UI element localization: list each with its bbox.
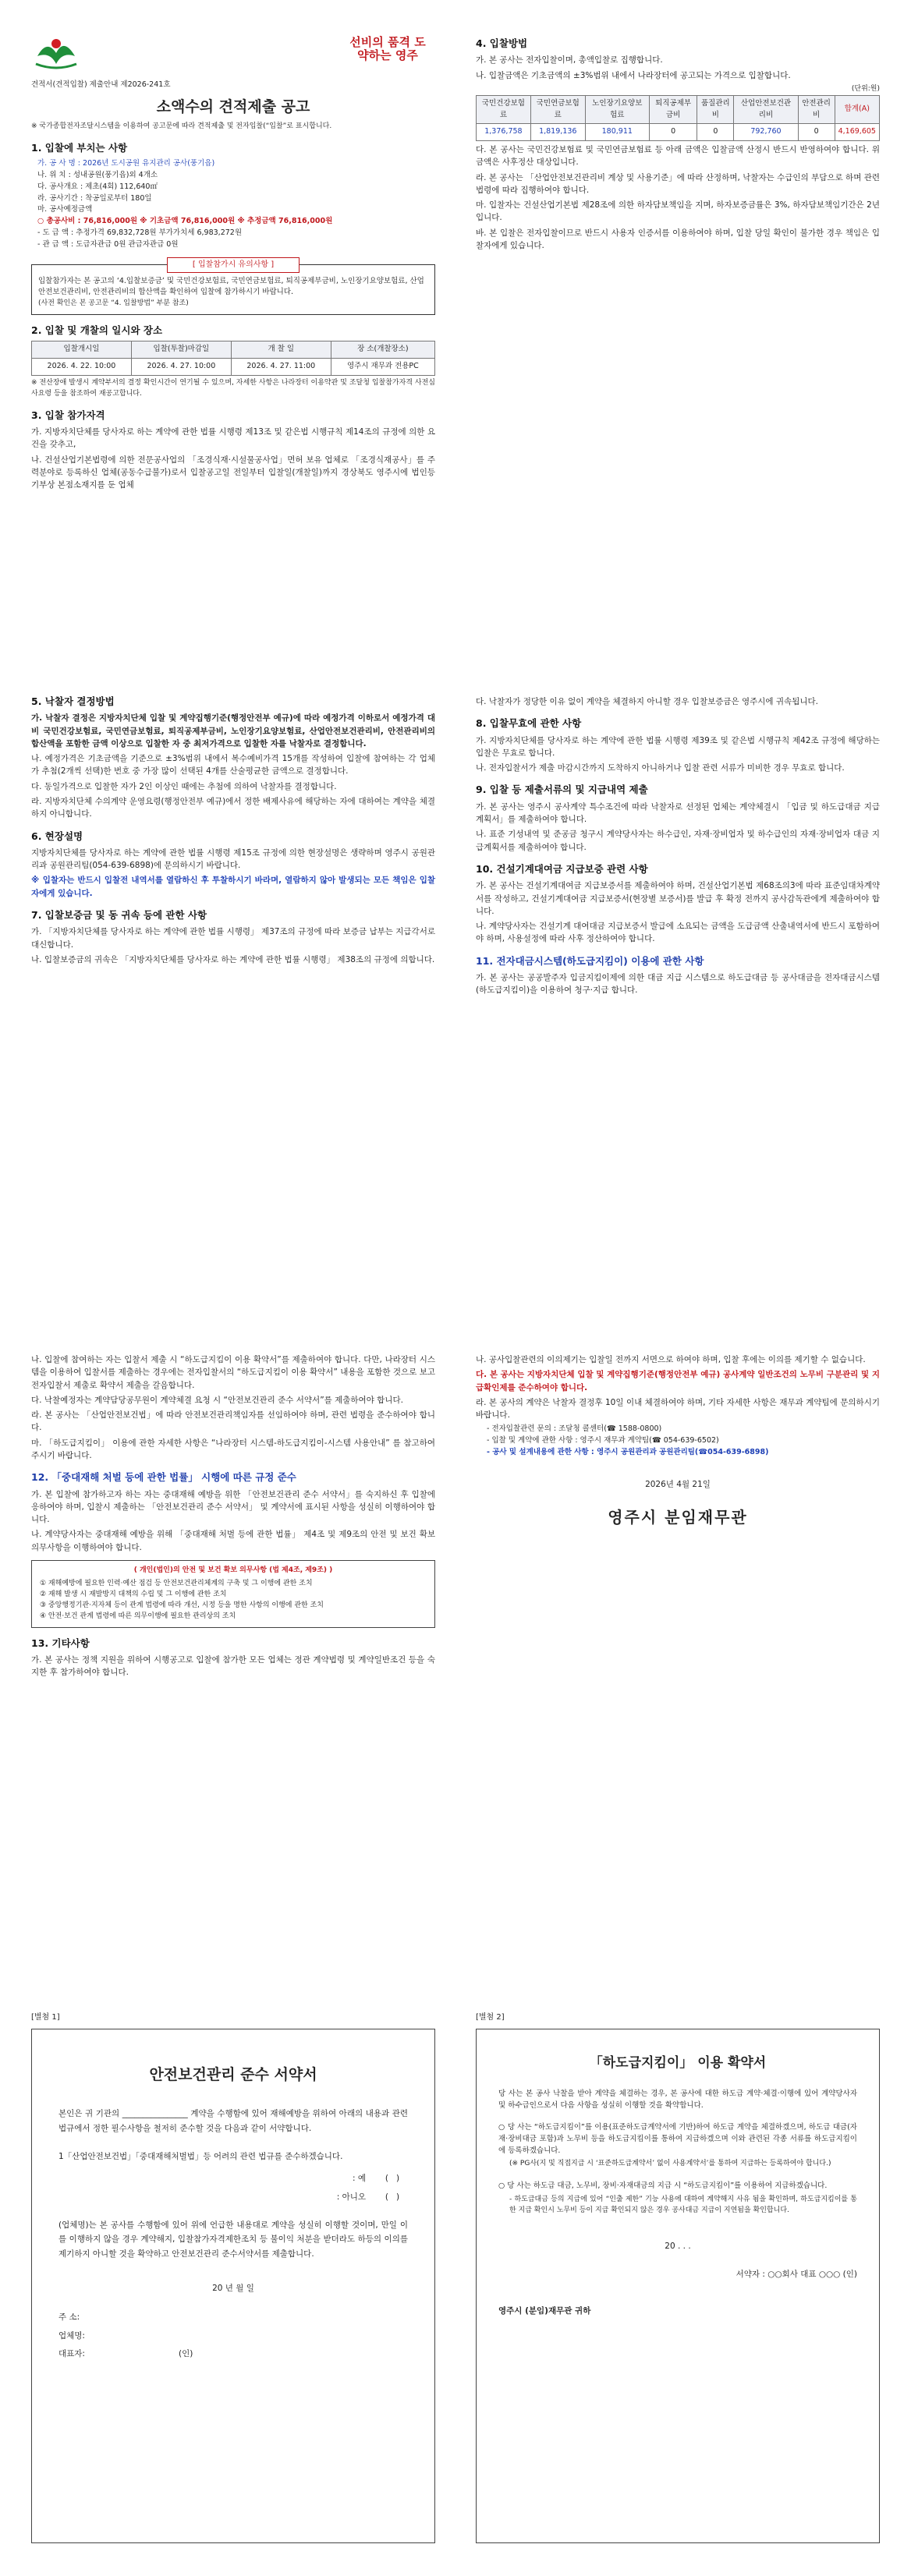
attachment-2-title: 「하도급지킴이」 이용 확약서 — [589, 2054, 767, 2071]
section-12-b: 나. 계약당사자는 중대재해 예방을 위해 「중대재해 처벌 등에 관한 법률」 제4조 및 제9조의 안전 및 보건 확보 의무사항을 이행하여야 합니다. — [31, 1530, 435, 1552]
contact-list — [476, 1424, 880, 1458]
cost-table — [476, 95, 880, 141]
attachment-2-note-2: - 하도급대금 등의 지급에 있어 “인출 제한” 기능 사용에 대하여 계약해지 사유 됨을 확인하며, 하도급지킴이를 통한 지급 확인시 노무비 등이 지급 확인되지 않은 경우 공사대금 지급이 지연됨을 확인합니다. — [509, 2196, 857, 2215]
notice-date: 2026년 4월 21일 — [645, 1480, 711, 1490]
attachment-1-title: 안전보건관리 준수 서약서 — [149, 2065, 317, 2083]
section-6-a: 지방자치단체를 당사자로 하는 계약에 관한 법률 시행령 제15조 규정에 의한 현장설명은 생략하며 영주시 공원관리과 공원관리팀(054-639-6898)에 문의하시기 바랍니다. — [31, 847, 435, 871]
list-item: ① 재해예방에 필요한 인력·예산 점검 등 안전보건관리체계의 구축 및 그 이행에 관한 조치 — [40, 1579, 313, 1587]
cost-col: 노인장기요양보험료 — [585, 95, 649, 123]
section-2-heading: 2. 입찰 및 개찰의 일시와 장소 — [31, 324, 163, 337]
cost-col: 합계(A) — [835, 95, 879, 123]
table-row — [32, 359, 435, 376]
section-12-heading: 12. 「중대재해 처벌 등에 관한 법률」 시행에 따른 규정 준수 — [31, 1471, 296, 1484]
attachment-2 — [465, 2012, 891, 2557]
section-11-e: 마. 「하도급지킴이」 이용에 관한 자세한 사항은 “나라장터 시스템-하도급지킴이-시스템 사용안내” 를 참고하여 주시기 바랍니다. — [31, 1438, 435, 1460]
section-8-heading: 8. 입찰무효에 관한 사항 — [476, 717, 582, 730]
attachment-2-note-1: (※ PG사(지 및 직접지급 시 ‘표준하도급계약서’ 없이 사용계약서’를 통하여 지급하는 등록하여야 합니다.) — [509, 2160, 831, 2168]
section-6-b: ※ 입찰자는 반드시 입찰전 내역서를 열람하신 후 투찰하시기 바라며, 열람하지 않아 발생되는 모든 책임은 입찰자에게 있습니다. — [31, 876, 435, 898]
notice-heading: [ 입찰참가시 유의사항 ] — [167, 257, 300, 273]
representative-label: 대표자: — [58, 2348, 85, 2358]
attachment-1 — [20, 2012, 446, 2557]
list-item: - 공사 및 설계내용에 관한 사항 : 영주시 공원관리과 공원관리팀(☎054-639-6898) — [487, 1447, 769, 1456]
section-4-d: 라. 본 공사는 「산업안전보건관리비 계상 및 사용기준」에 따라 산정하며, 낙찰자는 수급인의 부담으로 하며 관련 법령에 따라 집행하여야 합니다. — [476, 172, 880, 195]
warning-text: (업체명)는 본 공사를 수행함에 있어 위에 언급한 내용대로 계약을 성실히 이행할 것이며, 만일 이를 이행하지 않을 경우 계약해지, 입찰참가자격제한조치 등 불이익 처분을 받더라도 하등의 이의를 제기하지 아니할 것을 확약하고 안전보건관리 준수서약서를 제출합니다. — [58, 2220, 408, 2259]
section-7-c: 다. 낙찰자가 정당한 이유 없이 계약을 체결하지 아니할 경우 입찰보증금은 영주시에 귀속됩니다. — [476, 697, 818, 706]
attachment-1-question: 1「산업안전보건법」「중대재해처벌법」등 어려의 관련 법규를 준수하겠습니다. — [58, 2151, 343, 2161]
section-13-d: 라. 본 공사의 계약은 낙찰자 결정후 10일 이내 체결하여야 하며, 기타 자세한 사항은 재무과 계약팀에 문의하시기 바랍니다. — [476, 1397, 880, 1421]
schedule-col: 개 찰 일 — [231, 341, 331, 359]
attachment-2-label: [별첨 2] — [476, 2013, 505, 2022]
section-10-heading: 10. 건설기계대여금 지급보증 관련 사항 — [476, 862, 648, 875]
section-6-heading: 6. 현장설명 — [31, 830, 83, 842]
duty-box — [31, 1560, 435, 1628]
table-cell: 1,376,758 — [477, 124, 531, 141]
attachment-2-frame — [476, 2029, 880, 2543]
section-7-b: 나. 입찰보증금의 귀속은 「지방자치단체를 당사자로 하는 계약에 관한 법률 시행령」 제38조의 규정에 의합니다. — [31, 954, 435, 964]
section-5-a: 가. 낙찰자 결정은 지방자치단체 입찰 및 계약집행기준(행정안전부 예규)에 따라 예정가격 이하로서 예정가격 대비 국민건강보험료, 국민연금보험료, 퇴직공제부금비, 노인장기요양보험료, 산업안전보건관리비, 안전관리비의 합산액을 포함한 금액 이상으로 입찰한 자 중 최저가격으로 입찰한 자를 낙찰자로 결정합니다. — [31, 713, 435, 748]
cost-col: 산업안전보건관리비 — [734, 95, 798, 123]
list-item: ④ 안전·보건 관계 법령에 따른 의무이행에 필요한 관리상의 조치 — [40, 1612, 236, 1620]
section-9-a: 가. 본 공사는 영주시 공사계약 특수조건에 따라 낙찰자로 선정된 업체는 계약체결시 「입금 및 하도급대금 지급 계획서」를 제출하여야 합니다. — [476, 801, 880, 825]
table-cell: 0 — [798, 124, 835, 141]
table-cell: 2026. 4. 22. 10:00 — [32, 359, 132, 376]
project-overview: 다. 공사개요 : 제초(4회) 112,640㎡ — [37, 182, 158, 191]
attachment-1-yes-row — [58, 2172, 408, 2185]
section-4-heading: 4. 입찰방법 — [476, 37, 528, 49]
attachment-1-fields — [58, 2309, 408, 2362]
notice-tail: (사전 확인은 본 공고문 “4. 입찰방법” 부분 참조) — [38, 299, 189, 308]
section-11-heading: 11. 전자대금시스템(하도급지킴이) 이용에 관한 사항 — [476, 954, 704, 967]
section-1-body — [31, 158, 435, 250]
section-13-c: 다. 본 공사는 지방자치단체 입찰 및 계약집행기준(행정안전부 예규) 공사계약 일반조건의 노무비 구분관리 및 지급확인제를 준수하여야 합니다. — [476, 1370, 880, 1392]
no-label: : 아니오 — [336, 2192, 366, 2203]
cost-col: 국민연금보험료 — [530, 95, 585, 123]
section-8-a: 가. 지방자치단체를 당사자로 하는 계약에 관한 법률 시행령 제39조 및 같은법 시행규칙 제42조 규정에 해당하는 입찰은 무효로 합니다. — [476, 735, 880, 758]
section-3-heading: 3. 입찰 참가자격 — [31, 409, 105, 421]
page-1-right — [465, 28, 891, 683]
notice-body: 입찰참가자는 본 공고의 ‘4.입찰보증금’ 및 국민건강보험료, 국민연금보험료, 퇴직공제부금비, 노인장기요양보험료, 산업안전보건관리비, 안전관리비의 합산액을 확인하여 입찰에 참가하시기 바랍니다. — [38, 276, 424, 297]
schedule-col: 입찰개시일 — [32, 341, 132, 359]
list-item: ③ 중앙행정기관·지자체 등이 관계 법령에 따라 개선, 시정 등을 명한 사항의 이행에 관한 조치 — [40, 1601, 324, 1609]
list-item: - 전자입찰관련 문의 : 조달청 콜센터(☎ 1588-0800) — [487, 1424, 662, 1434]
no-checkbox[interactable]: ( ) — [385, 2192, 400, 2203]
section-10-a: 가. 본 공사는 건설기계대여금 지급보증서를 제출하여야 하며, 건설산업기본법 제68조의3에 따라 표준임대차계약서를 작성하고, 건설기계대여금 지급보증서(현장별 보증서)를 발급 후 확정 전까지 공사감독관에게 제출하여야 합니다. — [476, 881, 880, 916]
table-cell: 0 — [649, 124, 697, 141]
section-4-b: 나. 입찰금액은 기초금액의 ±3%범위 내에서 나라장터에 공고되는 가격으로 입찰합니다. — [476, 70, 791, 80]
section-13-a: 가. 본 공사는 정책 지원을 위하여 시행공고로 입찰에 참가한 모든 업체는 정관 계약법령 및 계약일반조건 등을 숙지한 후 참가하여야 합니다. — [31, 1654, 435, 1678]
section-9-b: 나. 표준 기성내역 및 준공금 청구시 계약당사자는 하수급인, 자재·장비업자 및 하수급인의 자재·장비업자 대금 지급계획서를 제출하여야 합니다. — [476, 830, 880, 852]
page-2-left — [20, 686, 446, 1310]
yes-label: : 예 — [352, 2173, 366, 2183]
page-3-right — [465, 1349, 891, 1973]
representative-field[interactable] — [58, 2345, 408, 2363]
project-budget-label: 마. 공사예정금액 — [37, 205, 93, 214]
table-cell: 2026. 4. 27. 11:00 — [231, 359, 331, 376]
signer-name: 영주시 분임재무관 — [608, 1507, 748, 1527]
budget-total: ○ 총공사비 : 76,816,000원 ※ 기초금액 76,816,000원 ※ 추정금액 76,816,000원 — [37, 217, 333, 226]
section-4-a: 가. 본 공사는 전자입찰이며, 총액입찰로 집행합니다. — [476, 55, 663, 65]
section-13-heading: 13. 기타사항 — [31, 1637, 90, 1649]
section-8-b: 나. 전자입찰서가 제출 마감시간까지 도착하지 아니하거나 입찰 관련 서류가 미비한 경우 무효로 합니다. — [476, 763, 845, 773]
section-12-a: 가. 본 입찰에 참가하고자 하는 자는 중대재해 예방을 위한 「안전보건관리 준수 서약서」를 숙지하신 후 입찰에 응하여야 하며, 입찰시 제출하는 「안전보건관리 준수 서약서」 및 계약서에 표시된 사항을 성실히 이행하여야 합니다. — [31, 1489, 435, 1525]
section-9-heading: 9. 입찰 등 제출서류의 및 지급내역 제출 — [476, 784, 648, 796]
section-3-a: 가. 지방자치단체를 당사자로 하는 계약에 관한 법률 시행령 제13조 및 같은법 시행규칙 제14조의 규정에 의한 요건을 갖추고, — [31, 427, 435, 450]
cost-table-unit: (단위:원) — [851, 84, 880, 93]
schedule-col: 장 소(개찰장소) — [331, 341, 434, 359]
section-4-e: 마. 입찰자는 건설산업기본법 제28조에 의한 하자담보책임을 지며, 하자보증금률은 3%, 하자담보책임기간은 2년입니다. — [476, 200, 880, 223]
duty-box-title: ( 개인(법인)의 안전 및 보건 확보 의무사항 (법 제4조, 제9조) ) — [133, 1566, 333, 1574]
city-logo-icon — [33, 33, 80, 70]
section-4-c: 다. 본 공사는 국민건강보험료 및 국민연금보험료 등 아래 금액은 입찰금액 산정시 반드시 반영하여야 합니다. 위 금액은 사후정산 대상입니다. — [476, 145, 880, 168]
cost-col: 안전관리비 — [798, 95, 835, 123]
attachment-1-no-row — [58, 2191, 408, 2203]
section-5-d: 라. 지방자치단체 수의계약 운영요령(행정안전부 예규)에서 정한 배제사유에 해당하는 자에 대하여는 계약을 체결하지 아니합니다. — [31, 796, 435, 819]
project-name: 가. 공 사 명 : 2026년 도시공원 유지관리 공사(풍기읍) — [37, 159, 215, 168]
bid-notice-box — [31, 260, 435, 315]
doc-number: 견적서(견적입찰) 제출안내 제2026-241호 — [31, 80, 171, 89]
section-10-b: 나. 계약당사자는 건설기계 대여대금 지급보증서 발급에 소요되는 금액을 도급금액 산출내역서에 반드시 포함하여야 하며, 사용설정에 따라 사후 정산하여야 합니다. — [476, 922, 880, 944]
attachment-1-body: 본인은 귀 기관의 ________________ 계약을 수행함에 있어 재해예방을 위하여 아래의 내용과 관련 법규에서 정한 필수사항을 철저히 준수할 것을 다음과 같이 서약합니다. — [58, 2108, 408, 2133]
table-cell: 1,819,136 — [530, 124, 585, 141]
attachment-2-date: 20 . . . — [665, 2241, 691, 2251]
section-7-heading: 7. 입찰보증금 및 동 귀속 등에 관한 사항 — [31, 908, 207, 921]
budget-supplied: - 관 급 액 : 도급자관급 0원 관급자관급 0원 — [37, 239, 179, 249]
attachment-2-item-1: ○ 당 사는 “하도급지킴이”를 이용(표준하도급계약서에 기반)하여 하도급 계약을 체결하겠으며, 하도급 대금(자재·장비대금 포함)과 노무비 등을 하도급지킴이를 통하여 지급하겠으며 이와 관련된 각종 서류를 하도급지킴이에 등록하겠습니다. — [498, 2123, 857, 2155]
section-5-c: 다. 동일가격으로 입찰한 자가 2인 이상인 때에는 추첨에 의하여 낙찰자를 결정합니다. — [31, 781, 337, 791]
attachment-1-warning — [58, 2218, 408, 2263]
page-2-right — [465, 686, 891, 1310]
slogan-logo: 선비의 품격 도약하는 영주 — [349, 35, 426, 63]
section-5-heading: 5. 낙찰자 결정방법 — [31, 695, 115, 707]
page-1 — [20, 28, 446, 683]
table-cell: 2026. 4. 27. 10:00 — [131, 359, 231, 376]
table-cell: 792,760 — [734, 124, 798, 141]
table-cell: 180,911 — [585, 124, 649, 141]
table-row — [477, 124, 880, 141]
attachment-2-intro: 당 사는 본 공사 낙찰을 받아 계약을 체결하는 경우, 본 공사에 대한 하도급 계약·체결·이행에 있어 계약당사자 및 하수급인으로서 다음 사항을 성실히 이행할 것을 확약합니다. — [498, 2089, 857, 2110]
cost-col: 퇴직공제부금비 — [649, 95, 697, 123]
intro-text: ※ 국가종합전자조달시스템을 이용하여 공고문에 따라 견적제출 및 전자입찰(“입찰”로 표시합니다. — [31, 122, 332, 131]
yes-checkbox[interactable]: ( ) — [385, 2173, 400, 2183]
section-11-a: 가. 본 공사는 공공발주자 입금지킴이제에 의한 대금 지급 시스템으로 하도급대금 등 공사대금을 전자대금시스템(하도급지킴이)을 이용하여 청구·지급 합니다. — [476, 972, 880, 996]
attachment-1-date: 20 년 월 일 — [212, 2284, 254, 2294]
section-5-b: 나. 예정가격은 기초금액을 기준으로 ±3%범위 내에서 복수예비가격 15개를 작성하여 입찰에 참여하는 각 업체가 추첨(2개씩 선택)한 번호 중 가장 많이 선택된 4개를 산술평균한 금액으로 결정합니다. — [31, 754, 435, 777]
attachment-2-signature: 서약자 : ○○회사 대표 ○○○ (인) — [736, 2270, 857, 2280]
section-7-a: 가. 「지방자치단체를 당사자로 하는 계약에 관한 법률 시행령」 제37조의 규정에 따라 보증금 납부는 지급각서로 대신합니다. — [31, 927, 435, 950]
project-period: 라. 공사기간 : 착공일로부터 180일 — [37, 193, 152, 203]
attachment-2-item-2: ○ 당 사는 하도급 대금, 노무비, 장비·자재대금의 지급 시 “하도급지킴이”를 이용하여 지급하겠습니다. — [498, 2181, 828, 2191]
attachment-1-frame — [31, 2029, 435, 2543]
section-13-b: 나. 공사입찰관련의 이의제기는 입찰일 전까지 서면으로 하여야 하며, 입찰 후에는 이의를 제기할 수 없습니다. — [476, 1355, 866, 1364]
page-3-left — [20, 1349, 446, 1973]
seal-mark: (인) — [178, 2348, 193, 2358]
header-area — [31, 28, 435, 76]
section-11-c: 다. 낙찰예정자는 계약담당공무원이 계약체결 요청 시 “안전보건관리 준수 서약서”를 제출하여야 합니다. — [31, 1395, 403, 1405]
table-cell: 4,169,605 — [835, 124, 879, 141]
address-field[interactable]: 주 소: — [58, 2312, 80, 2323]
list-item: - 입찰 및 계약에 관한 사항 : 영주시 재무과 계약팀(☎ 054-639-6502) — [487, 1436, 719, 1445]
page-title: 소액수의 견적제출 공고 — [156, 97, 310, 115]
section-3-b: 나. 건설산업기본법령에 의한 전문공사업의 「조경식재·시설물공사업」면허 보유 업체로 「조경식재공사」를 주력분야로 등록하신 업체(공동수급불가)로서 입찰공고일 전일부터 입찰일(개찰일)까지 경상북도 영주시에 법인등기부상 본점소재지를 둔 업체 — [31, 455, 435, 490]
attachment-2-recipient: 영주시 (분임)재무관 귀하 — [498, 2305, 591, 2316]
attachment-1-label: [별첨 1] — [31, 2013, 60, 2022]
budget-contract: - 도 급 액 : 추정가격 69,832,728원 부가가치세 6,983,272원 — [37, 228, 243, 237]
list-item: ② 재해 발생 시 재발방지 대책의 수립 및 그 이행에 관한 조치 — [40, 1590, 227, 1598]
section-11-d: 라. 본 공사는 「산업안전보건법」에 따라 안전보건관리책임자를 선임하여야 하며, 관련 법령을 준수하여야 합니다. — [31, 1410, 435, 1433]
schedule-note: ※ 전산장애 발생시 계약부서의 결정 확인시간이 연기될 수 있으며, 자세한 사항은 나라장터 이용약관 및 조달청 입찰참가자격 사전심사요령 등을 참조하여 재공고합니다. — [31, 378, 435, 398]
section-1-heading: 1. 입찰에 부치는 사항 — [31, 142, 128, 154]
schedule-table — [31, 341, 435, 375]
schedule-col: 입찰(투찰)마감일 — [131, 341, 231, 359]
section-4-f: 바. 본 입찰은 전자입찰이므로 반드시 사용자 인증서를 이용하여야 하며, 입찰 당일 확인이 불가한 경우 책임은 입찰자에게 있습니다. — [476, 228, 880, 250]
company-field[interactable]: 업체명: — [58, 2330, 85, 2341]
cost-col: 품질관리비 — [697, 95, 734, 123]
section-11-b: 나. 입찰에 참여하는 자는 입찰서 제출 시 “하도급지킴이 이용 확약서”를 제출하여야 합니다. 다만, 나라장터 시스템을 이용하여 입찰서를 제출하는 경우에는 전자입찰서의 “하도급지킴이 이용 확약서” 내용을 포함한 것으로 보고 전자입찰서 제출로 확약서 제출을 갈음합니다. — [31, 1355, 435, 1390]
project-location: 나. 위 치 : 성내공원(풍기읍)외 4개소 — [37, 171, 158, 180]
cost-col: 국민건강보험료 — [477, 95, 531, 123]
table-cell: 0 — [697, 124, 734, 141]
table-cell: 영주시 재무과 전용PC — [331, 359, 434, 376]
